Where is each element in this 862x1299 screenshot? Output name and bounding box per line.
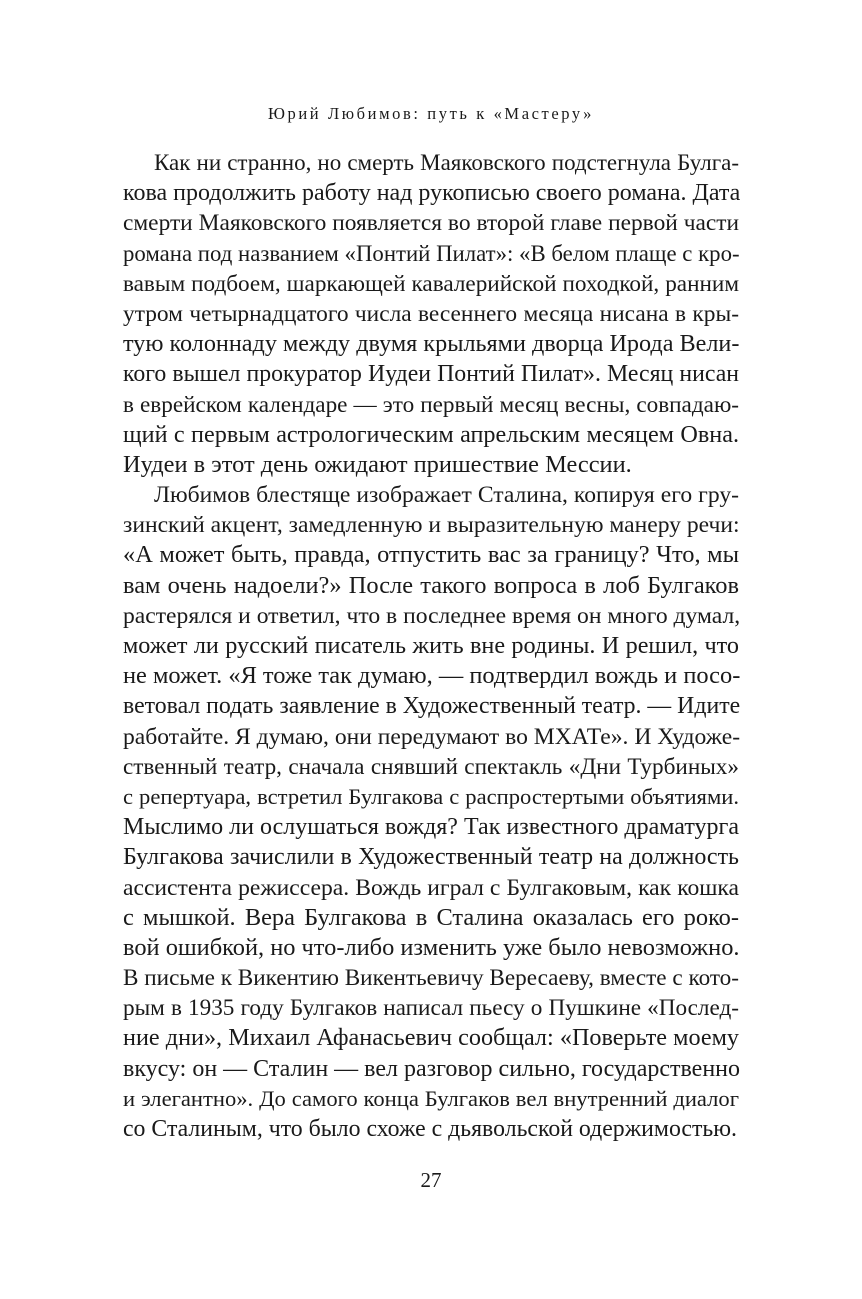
text-line: вой ошибкой, но что-либо изменить уже было невозможно. xyxy=(123,933,740,961)
text-line: кова продолжить работу над рукописью своего романа. Дата xyxy=(123,180,741,207)
text-line: и элегантно». До самого конца Булгаков вел внутренний диалог xyxy=(123,1085,739,1111)
text-line: кого вышел прокуратор Иудеи Понтий Пилат». Месяц нисан xyxy=(123,361,739,388)
text-line: может ли русский писатель жить вне родины. И решил, что xyxy=(123,632,739,659)
text-line: романа под названием «Понтий Пилат»: «В белом плаще с кро- xyxy=(123,240,740,266)
text-line: Как ни странно, но смерть Маяковского подстегнула Булга- xyxy=(154,150,739,175)
text-line: растерялся и ответил, что в последнее время он много думал, xyxy=(123,602,741,629)
text-line: Иудеи в этот день ожидают пришествие Мессии. xyxy=(123,450,632,478)
text-line: ветовал подать заявление в Художественный театр. — Идите xyxy=(123,693,741,720)
text-line: не может. «Я тоже так думаю, — подтвердил вождь и посо- xyxy=(123,662,741,690)
text-line: зинский акцент, замедленную и выразительную манеру речи: xyxy=(123,512,740,539)
text-line: Булгакова зачислили в Художественный театр на должность xyxy=(123,844,739,871)
text-line: «А может быть, правда, отпустить вас за границу? Что, мы xyxy=(123,541,739,569)
text-line: утром четырнадцатого числа весеннего месяца нисана в кры- xyxy=(123,300,739,327)
text-line: смерти Маяковского появляется во второй главе первой части xyxy=(123,210,739,237)
text-line: вкусу: он — Сталин — вел разговор сильно, государственно xyxy=(123,1055,741,1082)
text-line: вавым подбоем, шаркающей кавалерийской походкой, ранним xyxy=(123,270,739,297)
text-line: ассистента режиссера. Вождь играл с Булгаковым, как кошка xyxy=(123,874,739,901)
text-line: со Сталиным, что было схоже с дьявольской одержимостью. xyxy=(123,1116,737,1142)
text-line: работайте. Я думаю, они передумают во МХАТе». И Художе- xyxy=(123,723,741,750)
text-line: Любимов блестяще изображает Сталина, копируя его гру- xyxy=(154,482,739,509)
running-head: Юрий Любимов: путь к «Мастеру» xyxy=(267,104,595,123)
text-line: в еврейском календаре — это первый месяц весны, совпадаю- xyxy=(123,391,739,418)
text-line: ние дни», Михаил Афанасьевич сообщал: «Поверьте моему xyxy=(123,1024,739,1052)
text-line: В письме к Викентию Викентьевичу Вересаеву, вместе с кото- xyxy=(123,965,739,992)
paragraph-2 xyxy=(123,480,739,1144)
text-line: Мыслимо ли ослушаться вождя? Так известного драматурга xyxy=(123,814,739,841)
body-text xyxy=(123,148,739,1144)
paragraph-1 xyxy=(123,148,739,480)
text-line: с мышкой. Вера Булгакова в Сталина оказалась его роко- xyxy=(123,903,739,931)
text-line: щий с первым астрологическим апрельским месяцем Овна. xyxy=(123,420,739,448)
text-line: вам очень надоели?» После такого вопроса в лоб Булгаков xyxy=(123,571,739,599)
text-line: рым в 1935 году Булгаков написал пьесу о Пушкине «Послед- xyxy=(123,995,739,1022)
text-line: ственный театр, сначала снявший спектакль «Дни Турбиных» xyxy=(123,753,739,780)
page-number: 27 xyxy=(420,1168,442,1192)
text-line: с репертуара, встретил Булгакова с распростертыми объятиями. xyxy=(123,783,739,809)
text-line: тую колоннаду между двумя крыльями дворца Ирода Вели- xyxy=(123,330,740,358)
